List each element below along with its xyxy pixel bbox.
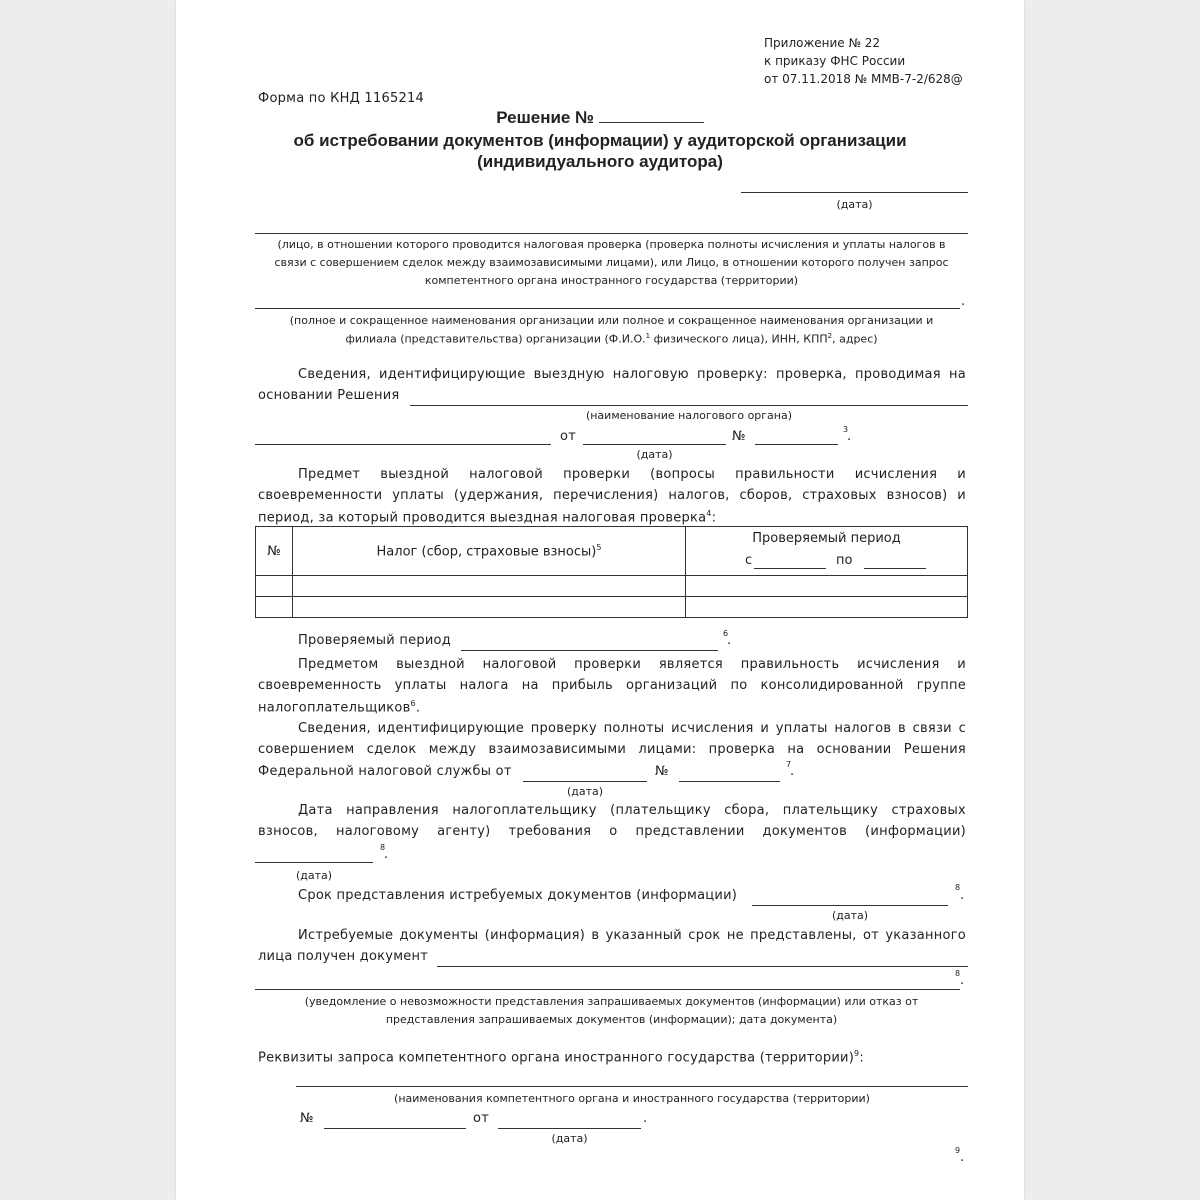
footnote-8a: 8 [380,843,386,852]
table-header-tax-label: Налог (сбор, страховые взносы) [376,544,597,560]
foreign-request-date-field[interactable] [498,1128,641,1129]
foreign-request-dot: . [643,1111,648,1126]
period-to-field[interactable] [864,568,926,569]
related-dot: . [790,764,795,779]
org-caption-2 [230,332,993,346]
received-document-field[interactable] [437,966,968,967]
foreign-request-from: от [473,1111,490,1126]
related-line-2: совершением сделок между взаимозависимыми лицами: проверка на основании Решения [258,742,966,757]
related-line-3: Федеральной налоговой службы от [258,764,512,779]
deadline-date-caption: (дата) [831,909,869,922]
table-header-tax [293,527,686,576]
audited-period-field[interactable] [461,650,718,651]
request-dot: . [384,847,389,862]
notice-caption-2: представления запрашиваемых документов (информации); дата документа) [385,1013,838,1026]
tax-table [255,526,968,618]
subject-line-3-text: период, за который проводится выездная налоговая проверка [258,510,707,526]
foreign-request-number: № [300,1111,314,1126]
appendix-line-2: к приказу ФНС России [764,54,906,68]
table-row [256,576,968,597]
tax-authority-field[interactable] [410,405,968,406]
request-date-field[interactable] [255,862,373,863]
field-audit-number: № [732,429,746,444]
foreign-request-number-field[interactable] [324,1128,466,1129]
person-caption-3: компетентного органа иностранного государства (территории) [424,274,799,287]
footnote-9b: 9 [955,1146,961,1155]
deadline-field[interactable] [752,905,948,906]
subject-colon: : [711,510,717,526]
field-audit-line-2: основании Решения [258,388,400,403]
foreign-request-label-text: Реквизиты запроса компетентного органа иностранного государства (территории) [258,1050,855,1066]
org-caption-1: (полное и сокращенное наименования организации или полное и сокращенное наименования организации и [289,314,934,327]
consolidated-dot: . [415,700,421,716]
table-cell[interactable] [686,576,968,597]
received-document-field-2[interactable] [255,989,960,990]
footnote-1: 1 [645,332,651,340]
consolidated-line-1: Предметом выездной налоговой проверки является правильность исчисления и [298,657,966,672]
foreign-request-label [258,1049,864,1065]
deadline-dot: . [960,888,965,903]
audited-period-label: Проверяемый период [298,633,452,648]
audit-decision-name-field[interactable] [255,444,551,445]
audit-decision-date-field[interactable] [583,444,726,445]
deadline-label: Срок представления истребуемых документов (информации) [298,888,738,903]
consolidated-line-3 [258,699,420,715]
subject-line-3 [258,509,716,525]
not-submitted-line-2: лица получен документ [258,949,429,964]
footnote-6b: 6 [410,699,416,708]
table-cell[interactable] [293,597,686,618]
request-date-caption: (дата) [295,869,333,882]
title-line-3: (индивидуального аудитора) [477,152,723,171]
title-line-1 [176,108,1024,128]
period-from-field[interactable] [754,568,826,569]
person-caption-1: (лицо, в отношении которого проводится налоговая проверка (проверка полноты исчисления и уплаты налогов в [277,238,946,251]
table-cell[interactable] [256,597,293,618]
final-dot: . [960,1150,965,1165]
footnote-8b: 8 [955,883,961,892]
field-audit-from: от [560,429,577,444]
field-audit-line-1: Сведения, идентифицирующие выездную налоговую проверку: проверка, проводимая на [298,367,966,382]
date-caption: (дата) [836,198,873,211]
fns-decision-date-field[interactable] [523,781,647,782]
competent-authority-caption: (наименования компетентного органа и иностранного государства (территории) [394,1092,870,1105]
fns-decision-number-field[interactable] [679,781,780,782]
person-field[interactable] [255,233,968,234]
received-dot: . [960,973,965,988]
footnote-5: 5 [596,542,602,552]
table-cell[interactable] [293,576,686,597]
request-line-1: Дата направления налогоплательщику (плательщику сбора, плательщику страховых [298,803,966,818]
table-header-to: по [836,553,853,568]
subject-line-2: своевременности уплаты (удержания, перечисления) налогов, сборов, страховых взносов) и [258,488,966,503]
table-header-no: № [256,527,293,576]
person-caption-2: связи с совершением сделок между взаимозависимыми лицами), или Лицо, в отношении которого получен запрос [274,256,949,269]
related-line-1: Сведения, идентифицирующие проверку полноты исчисления и уплаты налогов в связи с [298,721,966,736]
audit-dot: . [847,429,852,444]
related-number: № [655,764,669,779]
footnote-4: 4 [706,509,712,518]
org-caption-2a: филиала (представительства) организации (Ф.И.О. [345,332,646,346]
footnote-7: 7 [786,760,792,769]
foreign-request-colon: : [859,1050,865,1066]
org-caption-2c: , адрес) [832,332,878,346]
table-header-period-label: Проверяемый период [752,531,901,546]
request-line-2: взносов, налоговому агенту) требования о представлении документов (информации) [258,824,966,839]
audit-date-caption: (дата) [636,448,673,461]
organization-dot: . [961,294,966,309]
table-row [256,597,968,618]
audited-period-dot: . [727,633,732,648]
consolidated-line-2: своевременность уплаты налога на прибыль организаций по консолидированной группе [258,678,966,693]
tax-authority-caption: (наименование налогового органа) [585,409,793,422]
notice-caption-1: (уведомление о невозможности представления запрашиваемых документов (информации) или отказ от [304,995,919,1008]
decision-number-field[interactable] [599,108,704,123]
org-caption-2b: физического лица), ИНН, КПП [650,332,828,346]
foreign-request-date-caption: (дата) [551,1132,588,1145]
date-field[interactable] [741,192,968,193]
not-submitted-line-1: Истребуемые документы (информация) в указанный срок не представлены, от указанного [298,928,966,943]
appendix-line-3: от 07.11.2018 № ММВ-7-2/628@ [764,72,963,86]
table-cell[interactable] [686,597,968,618]
footnote-6: 6 [723,629,729,638]
audit-decision-number-field[interactable] [755,444,838,445]
organization-field[interactable] [255,308,960,309]
title-decision: Решение № [496,108,599,127]
footnote-3: 3 [843,425,849,434]
consolidated-line-3-text: налогоплательщиков [258,700,411,716]
footnote-9a: 9 [854,1049,860,1058]
fns-date-caption: (дата) [566,785,604,798]
footnote-2: 2 [827,332,833,340]
competent-authority-field[interactable] [296,1086,968,1087]
form-code: Форма по КНД 1165214 [258,91,425,106]
table-header-from: с [745,553,753,568]
table-cell[interactable] [256,576,293,597]
table-header-period [686,527,968,576]
appendix-line-1: Приложение № 22 [764,36,881,50]
title-line-2: об истребовании документов (информации) у аудиторской организации [293,131,907,150]
footnote-8c: 8 [955,969,961,978]
subject-line-1: Предмет выездной налоговой проверки (вопросы правильности исчисления и [298,467,966,482]
